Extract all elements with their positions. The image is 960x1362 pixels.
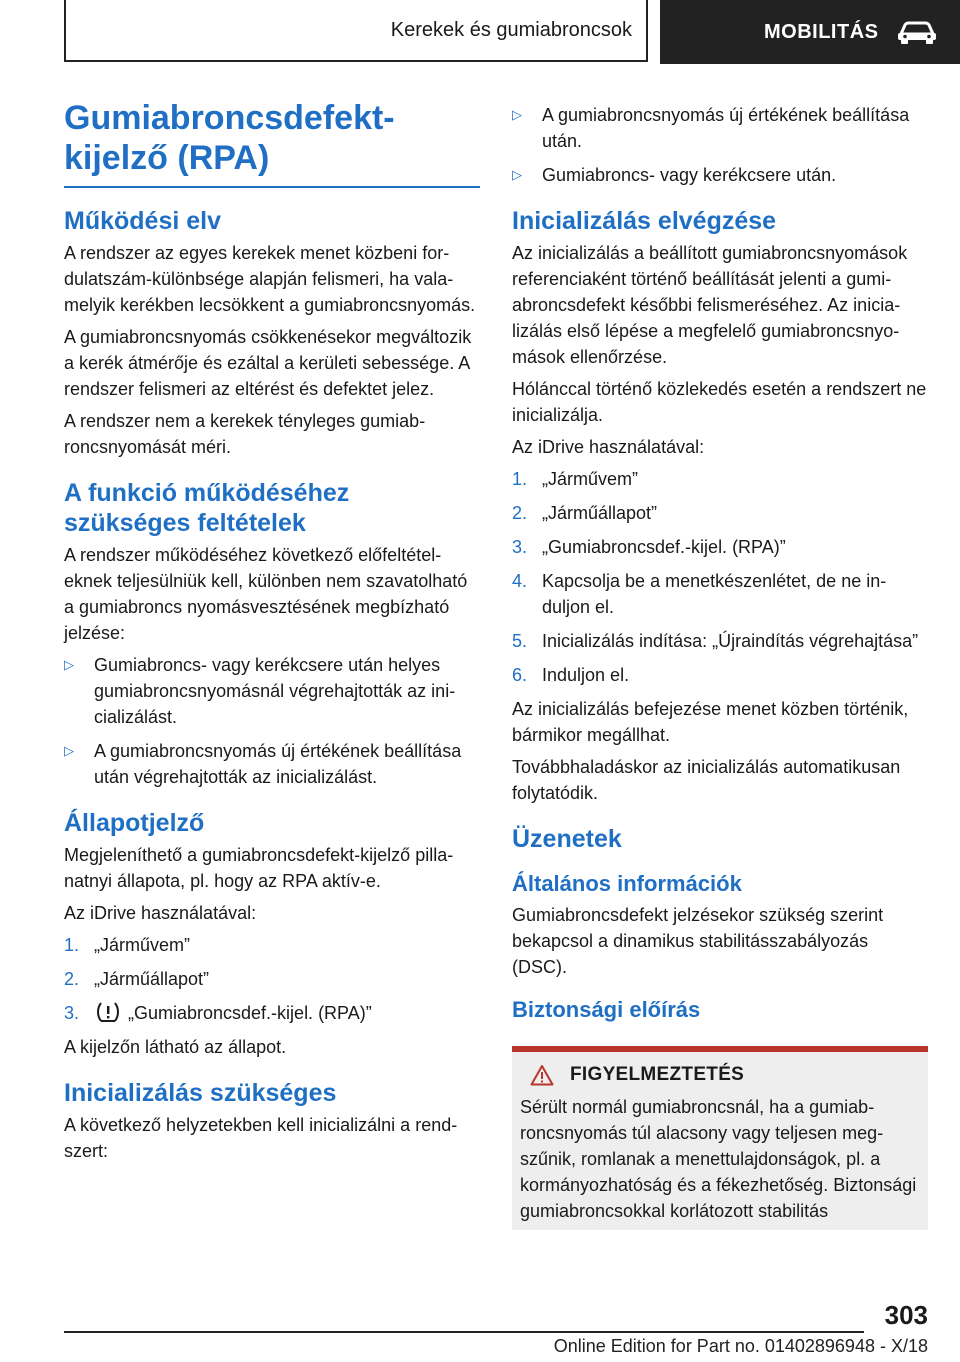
triangle-bullet-icon: ▷ bbox=[64, 743, 74, 758]
list-item: ▷ A gumiabroncsnyomás új értékének beállítása után. bbox=[512, 102, 928, 154]
heading-inicializalas-szukseges: Inicializálás szükséges bbox=[64, 1079, 337, 1107]
step-item: 2. „Járműállapot” bbox=[64, 969, 210, 989]
paragraph: Megjeleníthető a gumiabroncsdefekt-kijelző pillanatnyi állapota, pl. hogy az RPA aktív-e. bbox=[64, 845, 454, 891]
heading-altalanos-informaciok: Általános információk bbox=[512, 871, 742, 896]
heading-allapotjelzo: Állapotjelző bbox=[64, 809, 205, 837]
footer-edition: Online Edition for Part no. 01402896948 - X/18 bbox=[553, 1336, 928, 1356]
step-item: 5. Inicializálás indítása: „Újraindítás végrehajtása” bbox=[512, 631, 919, 651]
paragraph: A gumiabroncsnyomás csökkenésekor megváltozik a kerék átmérője és ezáltal a kerületi sebessége. A rendszer felismeri az eltérést és defektet jelez. bbox=[64, 327, 472, 399]
car-icon bbox=[895, 20, 939, 44]
step-item: 1. „Járművem” bbox=[512, 469, 639, 489]
paragraph: Gumiabroncsdefekt jelzésekor szükség szerint bekapcsol a dinamikus stabilitásszabályozás (DSC). bbox=[512, 905, 884, 977]
page-number: 303 bbox=[884, 1300, 928, 1330]
footer-divider bbox=[64, 1331, 864, 1333]
paragraph: A rendszer nem a kerekek tényleges gumiabroncsnyomását méri. bbox=[64, 411, 426, 457]
list-item: ▷ Gumiabroncs- vagy kerékcsere után. bbox=[512, 162, 928, 188]
tire-warning-icon bbox=[96, 1001, 120, 1023]
step-item: 3. „Gumiabroncsdef.-kijel. (RPA)” bbox=[512, 537, 786, 557]
paragraph: Hólánccal történő közlekedés esetén a rendszert ne inicializálja. bbox=[512, 379, 927, 425]
heading-feltetelek: A funkció működéséhez szükséges feltételek bbox=[64, 479, 350, 537]
warning-text: Sérült normál gumiabroncsnál, ha a gumiabroncsnyomás túl alacsony vagy teljesen megszűnik, romlanak a menettulajdonságok, pl. a kormányozhatóság és a fékezhetőség. Biztonsági gumiabroncsokkal korlátozott stabilitás bbox=[520, 1097, 917, 1221]
paragraph: Az inicializálás befejezése menet közben történik, bármikor megállhat. bbox=[512, 699, 909, 745]
heading-mukodesi-elv: Működési elv bbox=[64, 207, 221, 235]
page-title: Gumiabroncsdefekt-kijelző (RPA) bbox=[64, 98, 480, 188]
step-item: 4. Kapcsolja be a menetkészenlétet, de ne induljon el. bbox=[512, 571, 887, 617]
header-section-title: Kerekek és gumiabroncsok bbox=[390, 18, 632, 41]
heading-biztonsagi-eloiras: Biztonsági előírás bbox=[512, 997, 701, 1022]
triangle-bullet-icon: ▷ bbox=[512, 167, 522, 182]
paragraph: A kijelzőn látható az állapot. bbox=[64, 1037, 287, 1057]
header-chapter-title: MOBILITÁS bbox=[764, 20, 879, 43]
triangle-bullet-icon: ▷ bbox=[64, 657, 74, 672]
header-section bbox=[64, 0, 648, 62]
step-item: 3. „Gumiabroncsdef.-kijel. (RPA)” bbox=[64, 1003, 372, 1023]
paragraph: Az inicializálás a beállított gumiabroncsnyomások referenciaként történő beállítását jelenti a gumiabroncsdefekt későbbi felismeréséhez. Az inicializálás első lépése a megfelelő gumiabroncsnyomások ellenőrzése. bbox=[512, 243, 908, 367]
paragraph: Az iDrive használatával: bbox=[64, 903, 257, 923]
heading-uzenetek: Üzenetek bbox=[512, 825, 622, 853]
warning-box bbox=[512, 1046, 928, 1230]
paragraph: A rendszer működéséhez következő előfeltételeknek teljesülniük kell, különben nem szavatolható a gumiabroncs nyomásvesztésének megbízható jelzése: bbox=[64, 545, 468, 643]
list-item: ▷ Gumiabroncs- vagy kerékcsere után helyes gumiabroncsnyomásnál végrehajtották az inicializálást. bbox=[64, 652, 480, 730]
paragraph: A következő helyzetekben kell inicializálni a rendszert: bbox=[64, 1115, 458, 1161]
step-item: 1. „Járművem” bbox=[64, 935, 191, 955]
triangle-bullet-icon: ▷ bbox=[512, 107, 522, 122]
right-column bbox=[512, 98, 928, 1230]
step-item: 2. „Járműállapot” bbox=[512, 503, 658, 523]
list-item: ▷ A gumiabroncsnyomás új értékének beállítása után végrehajtották az inicializálást. bbox=[64, 738, 480, 790]
warning-triangle-icon bbox=[530, 1064, 554, 1086]
paragraph: A rendszer az egyes kerekek menet közbeni fordulatszám-különbsége alapján felismeri, ha valamelyik kerékben lecsökkent a gumiabroncsnyomás. bbox=[64, 243, 476, 315]
paragraph: Továbbhaladáskor az inicializálás automatikusan folytatódik. bbox=[512, 757, 901, 803]
paragraph: Az iDrive használatával: bbox=[512, 437, 705, 457]
left-column bbox=[64, 98, 480, 1170]
heading-inicializalas-elvegzese: Inicializálás elvégzése bbox=[512, 207, 777, 235]
header-chapter bbox=[660, 0, 960, 64]
step-item: 6. Induljon el. bbox=[512, 665, 630, 685]
warning-title: FIGYELMEZTETÉS bbox=[520, 1064, 920, 1086]
